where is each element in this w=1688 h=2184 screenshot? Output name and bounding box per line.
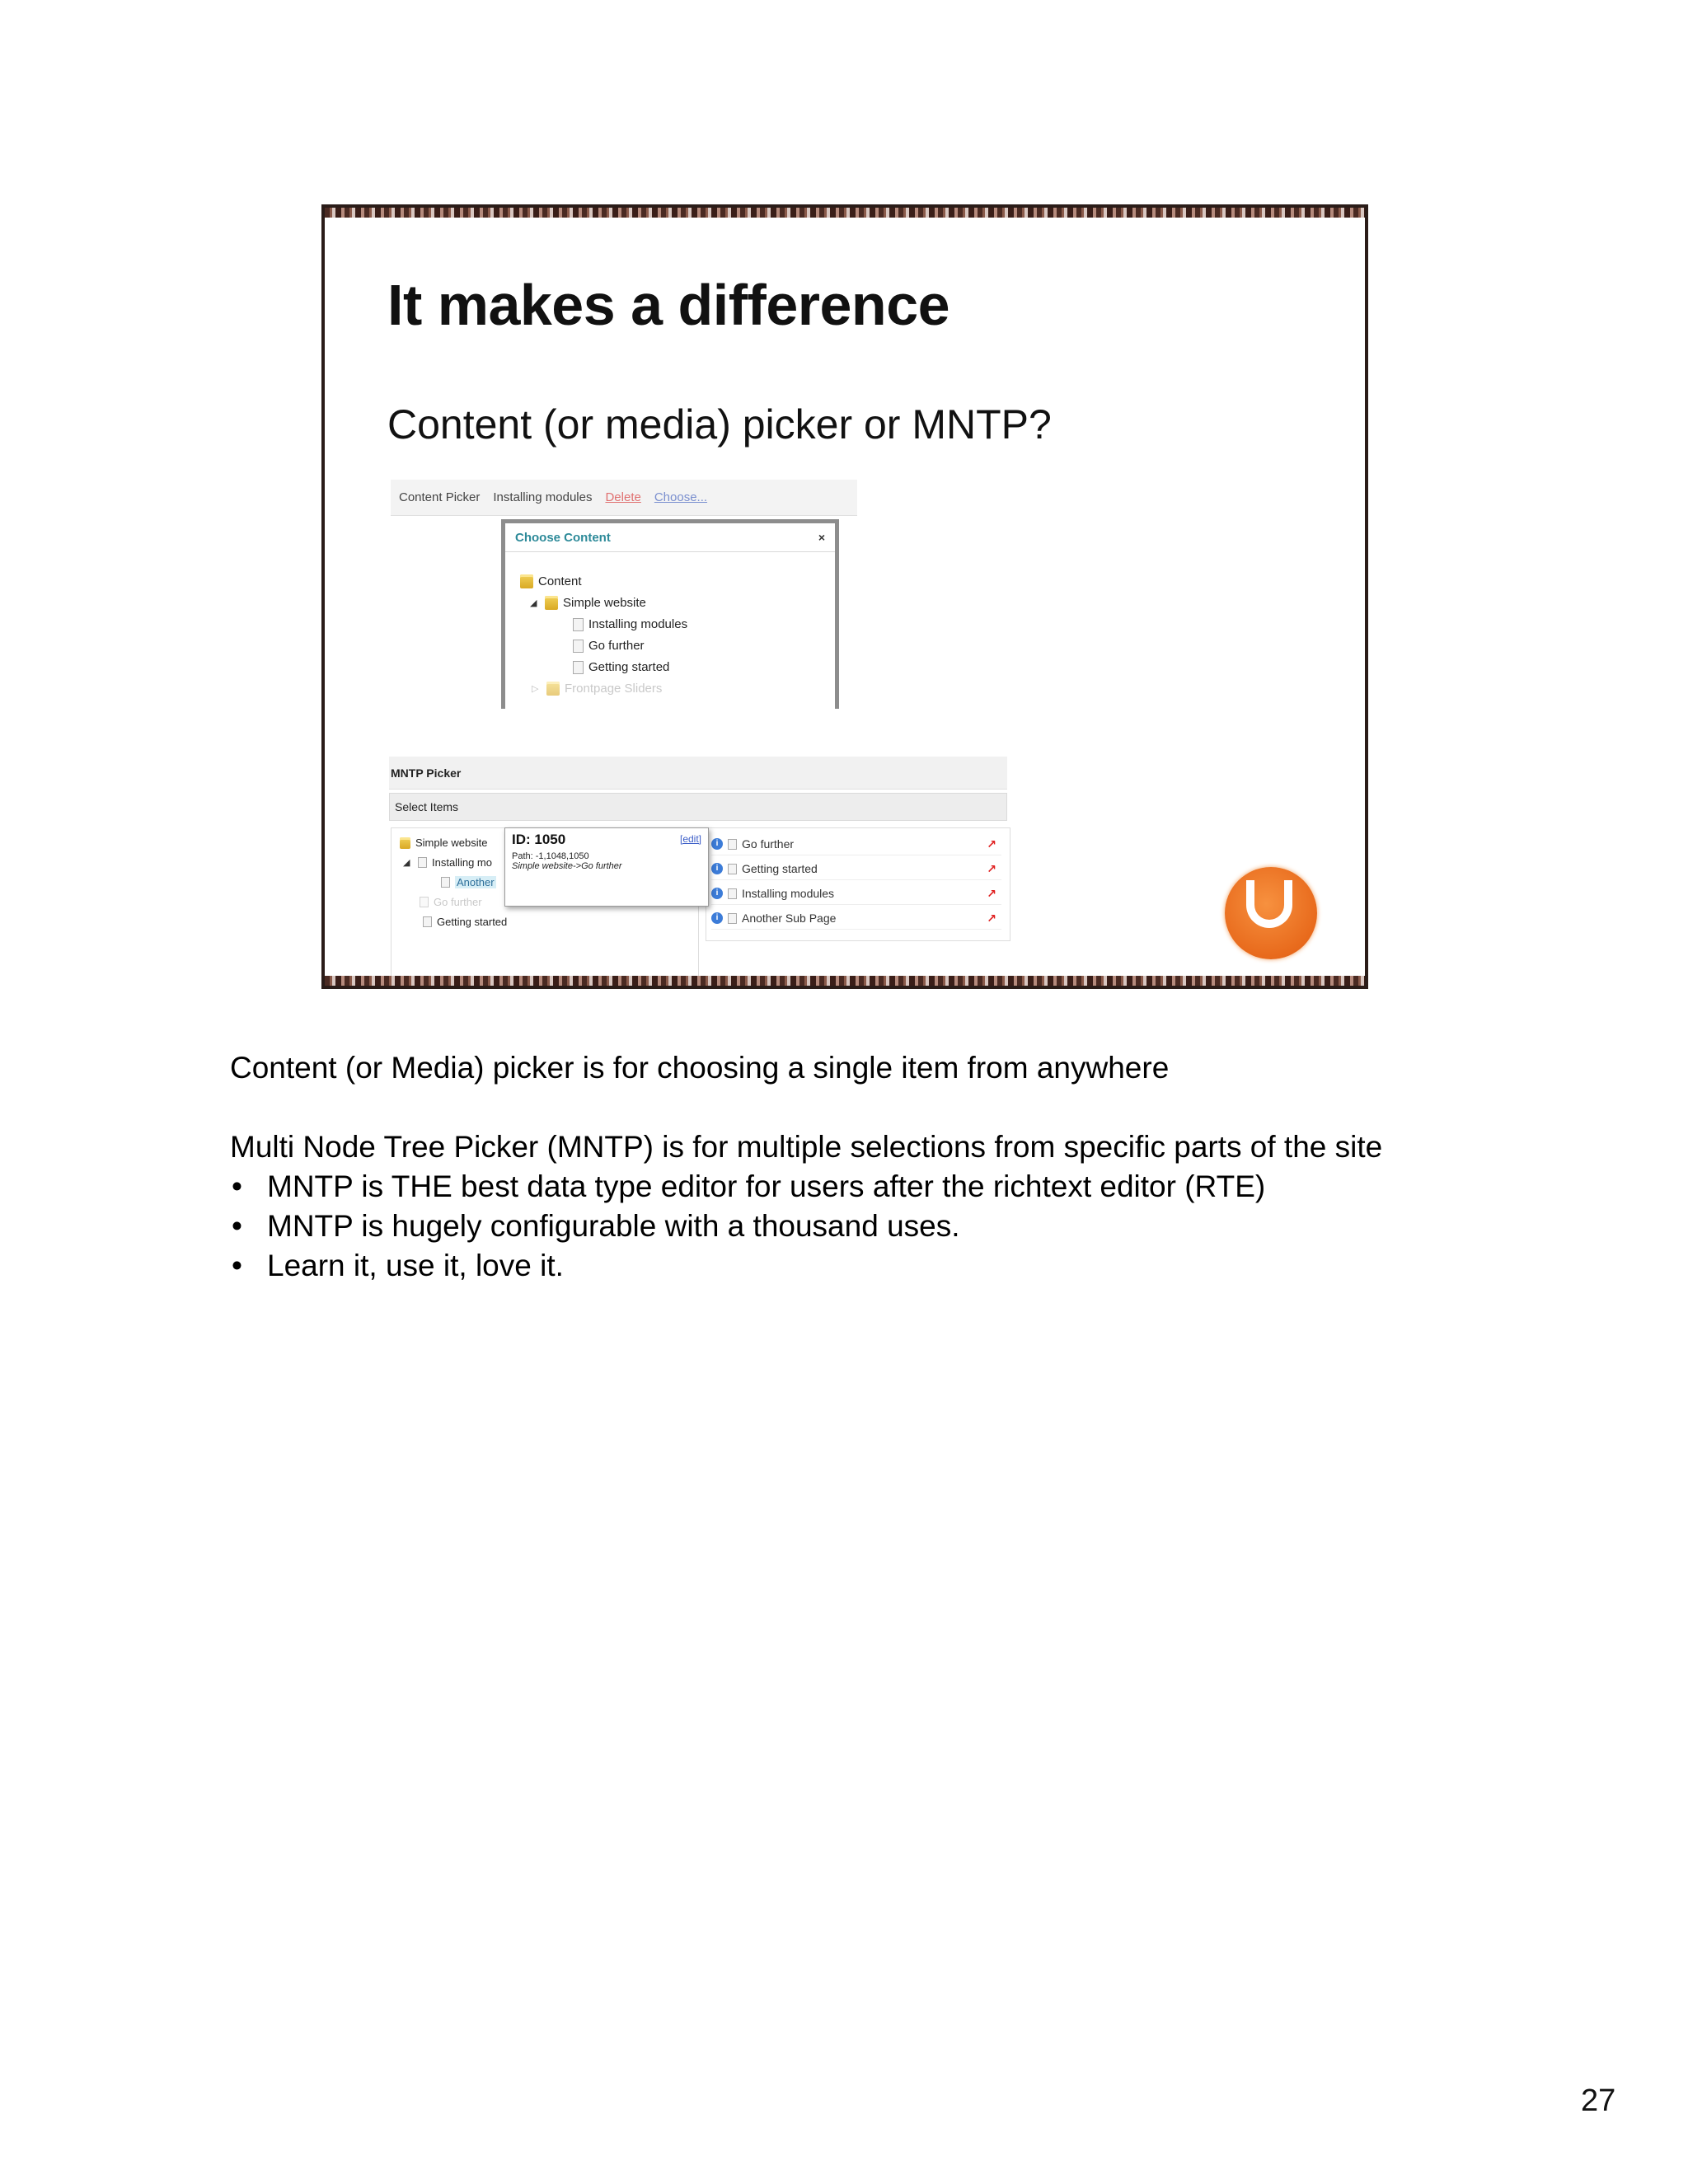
node-info-tooltip: [504, 827, 709, 907]
speaker-notes: [230, 1048, 1466, 1286]
choose-content-dialog: [501, 519, 839, 709]
mntp-selected-list: [706, 827, 1010, 941]
notes-line-content-picker: Content (or Media) picker is for choosing a single item from anywhere: [230, 1051, 1170, 1085]
mntp-node-simple-website[interactable]: [400, 837, 487, 849]
folder-icon: [520, 574, 533, 588]
document-icon: [423, 916, 432, 927]
tree-node-label: Getting started: [437, 916, 508, 928]
tree-node-label: Simple website: [415, 837, 488, 849]
tree-node-label: Installing modules: [588, 617, 688, 631]
tooltip-edit-link[interactable]: [edit]: [679, 833, 701, 845]
selected-item[interactable]: [711, 833, 1001, 855]
tree-node-label: Content: [538, 574, 582, 588]
collapsed-arrow-icon[interactable]: ▷: [532, 684, 539, 694]
remove-icon[interactable]: ↗: [987, 861, 996, 875]
content-picker-label: Content Picker: [399, 490, 481, 504]
remove-icon[interactable]: ↗: [987, 886, 996, 900]
tree-node-simple-website[interactable]: [530, 596, 646, 610]
expand-arrow-icon[interactable]: ◢: [530, 598, 537, 608]
content-picker-bar: [391, 480, 857, 516]
expand-arrow-icon[interactable]: ◢: [403, 858, 410, 868]
selected-item[interactable]: [711, 907, 1001, 930]
remove-icon[interactable]: ↗: [987, 837, 996, 851]
slide-subtitle: Content (or media) picker or MNTP?: [387, 401, 1052, 448]
choose-link[interactable]: Choose...: [654, 490, 708, 504]
mntp-node-getting-started[interactable]: [423, 916, 507, 928]
notes-bullet-list: [230, 1167, 1466, 1286]
tree-node-label: Another: [457, 876, 495, 888]
tree-node-label: Installing mo: [432, 856, 492, 869]
document-icon: [728, 864, 737, 874]
tree-node-label: Go further: [588, 639, 645, 653]
tree-node-installing-modules[interactable]: [573, 617, 687, 631]
page-number: 27: [1581, 2083, 1616, 2118]
mntp-node-go-further[interactable]: [420, 896, 482, 908]
tree-node-frontpage-sliders[interactable]: [532, 682, 662, 696]
tree-node-label: Getting started: [588, 660, 670, 674]
folder-icon: [545, 596, 558, 610]
dialog-header: [505, 523, 835, 552]
selected-item-label: Go further: [742, 837, 795, 851]
bullet-item: • Learn it, use it, love it.: [230, 1246, 1466, 1286]
select-items-header: Select Items: [389, 793, 1007, 821]
document-icon: [441, 877, 450, 888]
tree-node-label: Go further: [434, 896, 482, 908]
bullet-item: • MNTP is THE best data type editor for users after the richtext editor (RTE): [230, 1167, 1466, 1207]
selected-item-label: Getting started: [742, 862, 818, 875]
umbraco-logo: [1225, 867, 1317, 959]
mntp-node-installing[interactable]: [403, 856, 492, 869]
folder-icon: [400, 837, 410, 849]
slide-image: [321, 204, 1368, 989]
slide-border-bottom: [325, 976, 1365, 986]
tooltip-node-id: ID: 1050: [512, 832, 566, 847]
document-icon: [418, 857, 427, 868]
info-icon[interactable]: i: [711, 863, 723, 874]
tree-node-content[interactable]: [520, 574, 582, 588]
selected-item-label: Installing modules: [742, 887, 835, 900]
info-icon[interactable]: i: [711, 838, 723, 850]
close-icon[interactable]: ×: [818, 531, 825, 544]
selected-item[interactable]: [711, 858, 1001, 880]
slide-title: It makes a difference: [387, 273, 950, 337]
notes-line-mntp: Multi Node Tree Picker (MNTP) is for multiple selections from specific parts of the site: [230, 1130, 1383, 1164]
mntp-picker-label: MNTP Picker: [389, 757, 1007, 790]
selected-item-label: Another Sub Page: [742, 912, 837, 925]
content-picker-value: Installing modules: [493, 490, 593, 504]
document-icon: [728, 839, 737, 850]
document-icon: [573, 640, 584, 653]
tooltip-path: Path: -1,1048,1050: [512, 851, 589, 861]
info-icon[interactable]: i: [711, 912, 723, 924]
info-icon[interactable]: i: [711, 888, 723, 899]
dialog-title: Choose Content: [515, 530, 611, 545]
slide-border-top: [325, 208, 1365, 218]
mntp-node-another[interactable]: [441, 876, 496, 888]
document-icon: [728, 888, 737, 899]
document-icon: [728, 913, 737, 924]
delete-link[interactable]: Delete: [605, 490, 641, 504]
tree-node-go-further[interactable]: [573, 639, 645, 653]
selected-item[interactable]: [711, 883, 1001, 905]
tree-node-label: Simple website: [563, 596, 646, 610]
document-icon: [573, 661, 584, 674]
umbraco-u-mark: [1246, 887, 1292, 928]
remove-icon[interactable]: ↗: [987, 911, 996, 925]
tree-node-getting-started[interactable]: [573, 660, 669, 674]
tooltip-trail: Simple website->Go further: [512, 861, 622, 871]
document-icon: [573, 618, 584, 631]
document-icon: [420, 897, 429, 907]
folder-icon: [546, 682, 560, 696]
tree-node-label: Frontpage Sliders: [565, 682, 663, 696]
bullet-item: • MNTP is hugely configurable with a thousand uses.: [230, 1207, 1466, 1246]
